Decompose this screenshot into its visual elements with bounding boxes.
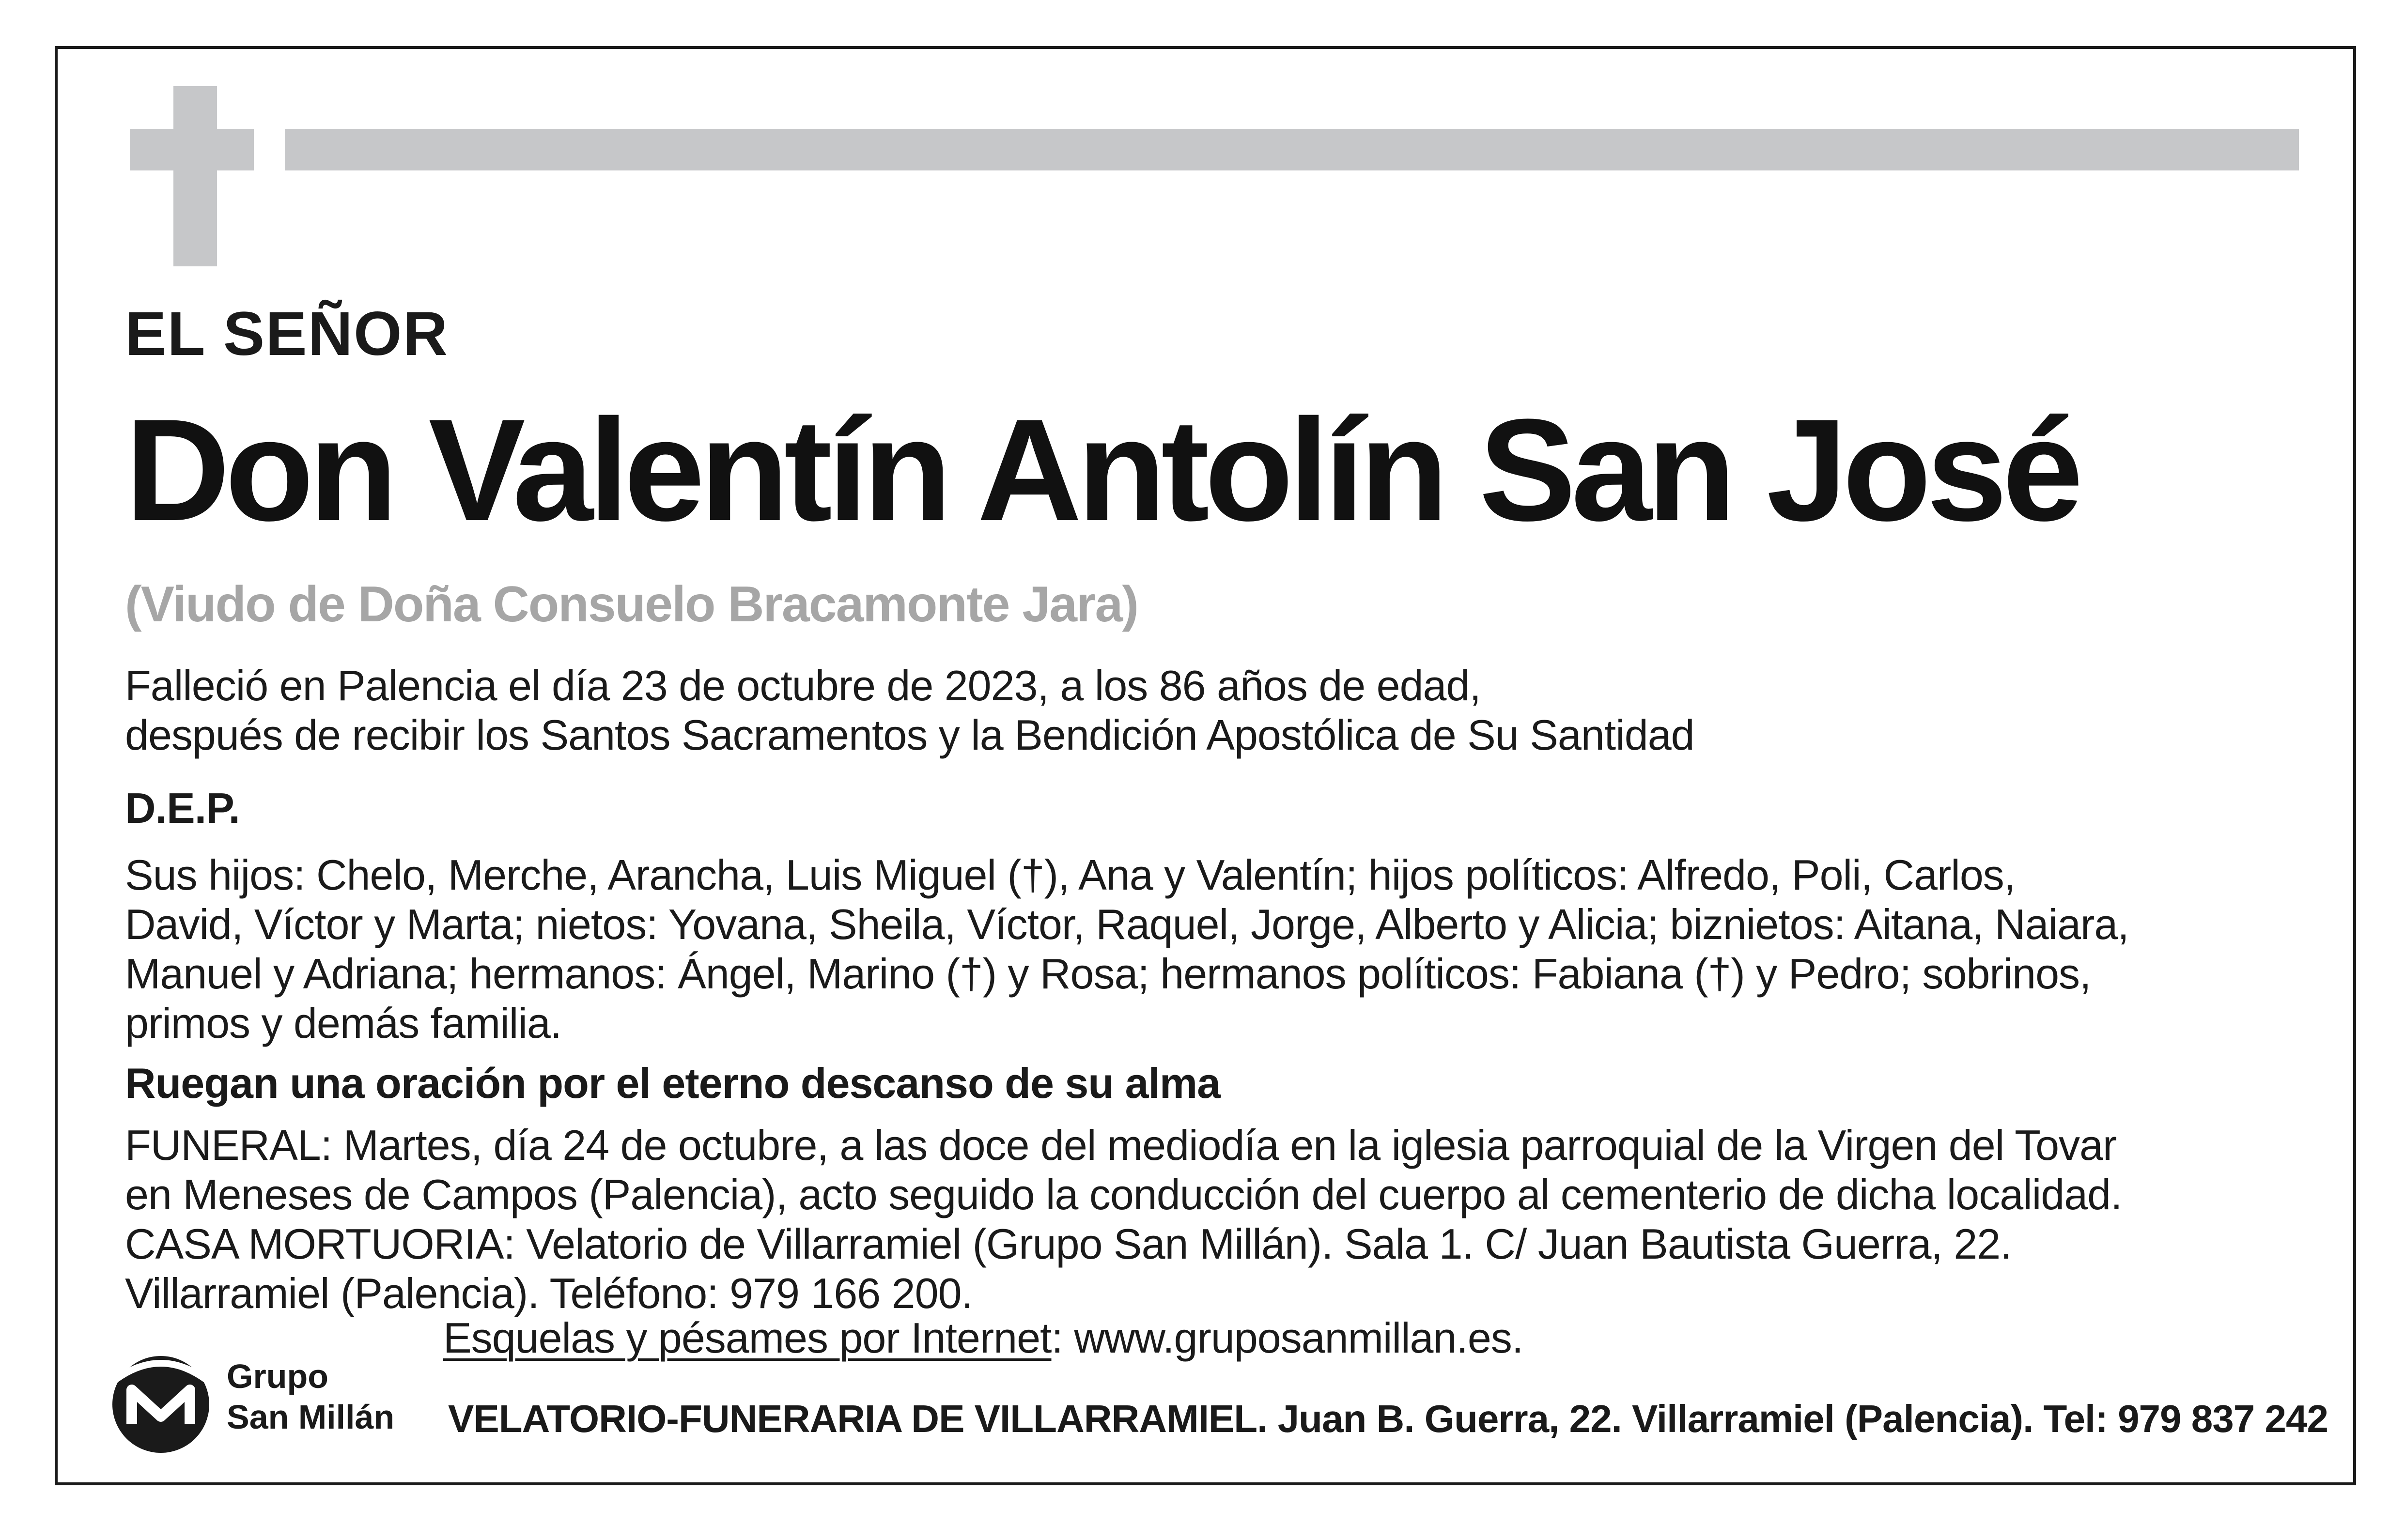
service-line-4: Villarramiel (Palencia). Teléfono: 979 166 200. (125, 1269, 973, 1317)
service-line-2: en Meneses de Campos (Palencia), acto seguido la conducción del cuerpo al cementerio de dicha localidad. (125, 1170, 2122, 1218)
family-line-3: Manuel y Adriana; hermanos: Ángel, Marino (†) y Rosa; hermanos políticos: Fabiana (†) y Pedro; sobrinos, (125, 950, 2091, 998)
logo-line-1: Grupo (227, 1357, 328, 1395)
web-url[interactable]: : www.gruposanmillan.es. (1051, 1314, 1523, 1362)
prayer-request: Ruegan una oración por el eterno descanso de su alma (125, 1059, 1221, 1107)
cross-icon-arm (130, 129, 254, 170)
web-condolences-link[interactable]: Esquelas y pésames por Internet (443, 1314, 1052, 1362)
widow-note: (Viudo de Doña Consuelo Bracamonte Jara) (125, 576, 1138, 632)
service-line-3: CASA MORTUORIA: Velatorio de Villarramiel (Grupo San Millán). Sala 1. C/ Juan Bautista Guerra, 22. (125, 1220, 2012, 1268)
logo-line-2: San Millán (227, 1398, 395, 1436)
grupo-san-millan-logo-icon (108, 1351, 214, 1458)
deceased-name: Don Valentín Antolín San José (125, 388, 2079, 551)
header-bar (285, 129, 2299, 170)
logo-wordmark (227, 1356, 394, 1437)
funeral-home-footer: VELATORIO-FUNERARIA DE VILLARRAMIEL. Juan B. Guerra, 22. Villarramiel (Palencia). Tel: 979 837 242 (448, 1397, 2328, 1440)
death-line-1: Falleció en Palencia el día 23 de octubre de 2023, a los 86 años de edad, (125, 662, 1481, 709)
family-line-4: primos y demás familia. (125, 999, 562, 1047)
family-line-1: Sus hijos: Chelo, Merche, Arancha, Luis Miguel (†), Ana y Valentín; hijos políticos: Alfredo, Poli, Carlos, (125, 851, 2016, 899)
dep-label: D.E.P. (125, 784, 240, 832)
web-line (443, 1313, 1523, 1363)
honorific-label: EL SEÑOR (125, 299, 449, 369)
cross-icon (173, 86, 217, 266)
service-line-1: FUNERAL: Martes, día 24 de octubre, a las doce del mediodía en la iglesia parroquial de la Virgen del Tovar (125, 1121, 2117, 1169)
family-line-2: David, Víctor y Marta; nietos: Yovana, Sheila, Víctor, Raquel, Jorge, Alberto y Alicia; biznietos: Aitana, Naiara, (125, 900, 2129, 948)
death-line-2: después de recibir los Santos Sacramentos y la Bendición Apostólica de Su Santidad (125, 711, 1694, 759)
